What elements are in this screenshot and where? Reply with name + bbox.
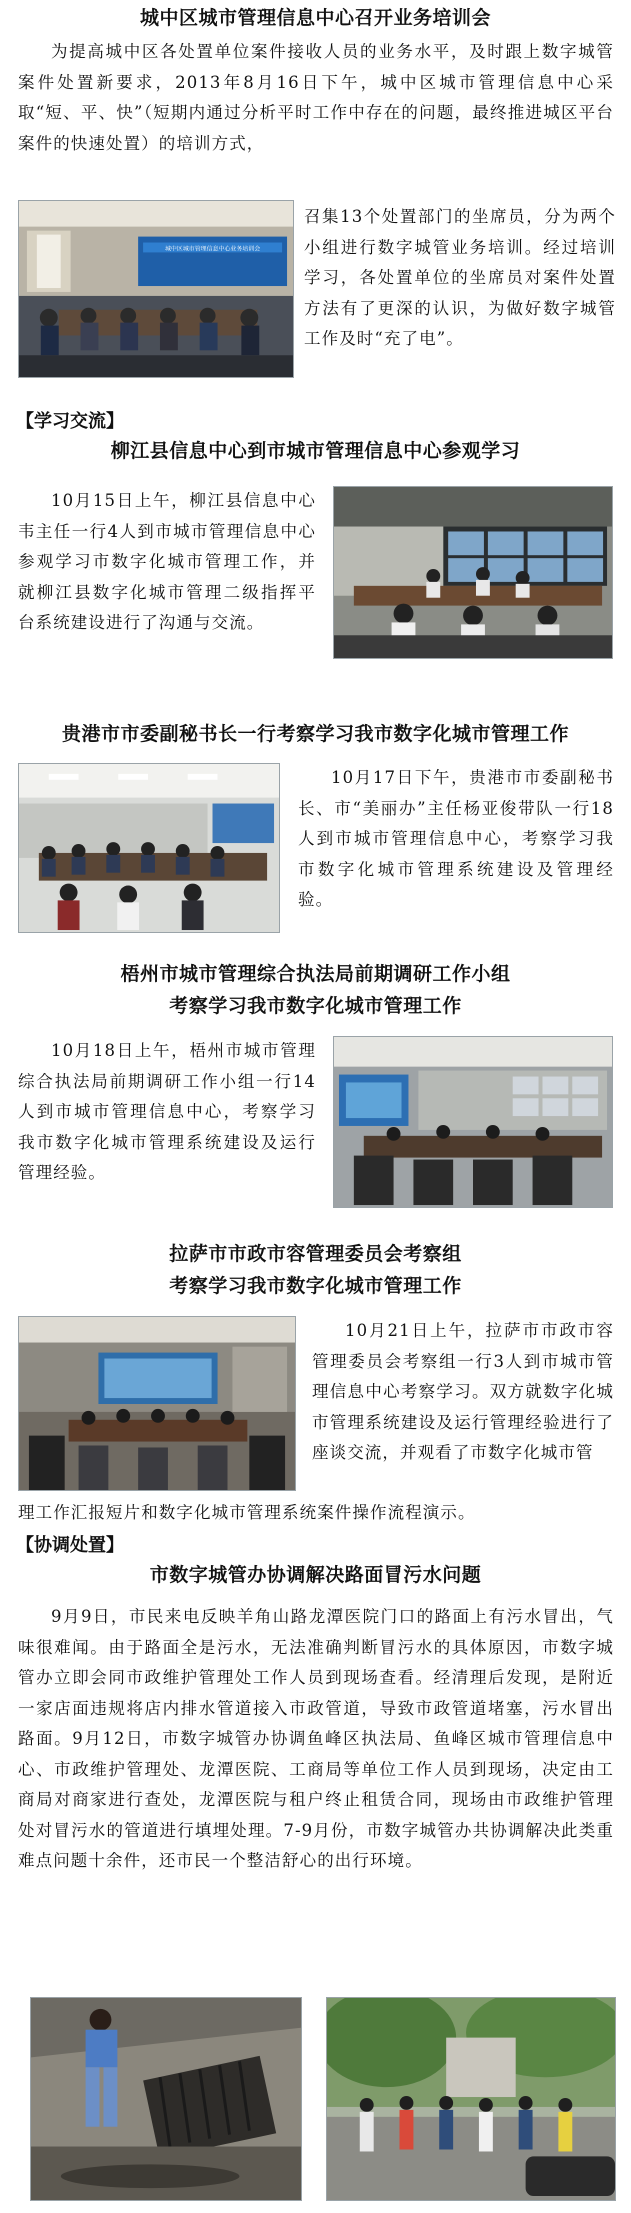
article5-photo	[18, 1316, 296, 1491]
article3-photo	[18, 763, 280, 933]
article4-title-line1: 梧州市城市管理综合执法局前期调研工作小组	[120, 963, 511, 985]
article2-body: 10月15日上午，柳江县信息中心韦主任一行4人到市城市管理信息中心参观学习市数字化城市管理工作，并就柳江县数字化城市管理二级指挥平台系统建设进行了沟通与交流。	[18, 491, 316, 632]
article5-tail-text: 理工作汇报短片和数字化城市管理系统案件操作流程演示。	[18, 1503, 476, 1522]
article4-body: 10月18日上午，梧州市城市管理综合执法局前期调研工作小组一行14人到市城市管理信息中心，考察学习我市数字化城市管理系统建设及运行管理经验。	[18, 1041, 316, 1182]
article6-body: 9月9日，市民来电反映羊角山路龙潭医院门口的路面上有污水冒出，气味很难闻。由于路面全是污水，无法准确判断冒污水的具体原因，市数字城管办立即会同市政维护管理处工作人员到现场查看。经清理后发现，是附近一家店面违规将店内排水管道接入市政管道，导致市政管道堵塞，污水冒出路面。9月12日，市数字城管办协调鱼峰区执法局、鱼峰区城市管理信息中心、市政维护管理处、龙潭医院、工商局等单位工作人员到现场，决定由工商局对商家进行查处，龙潭医院与租户终止租赁合同，现场由市政维护管理处对冒污水的管道进行填埋处理。7-9月份，市数字城管办共协调解决此类重难点问题十余件，还市民一个整洁舒心的出行环境。	[18, 1607, 614, 1870]
training-room-image	[19, 201, 293, 377]
article6-photo-drain	[30, 1997, 302, 2201]
section-heading-exchange: 【学习交流】	[16, 411, 124, 432]
article2-photo	[333, 486, 613, 659]
article6-title: 市数字城管办协调解决路面冒污水问题	[149, 1564, 482, 1586]
article5-side-text: 10月21日上午，拉萨市市政市容管理委员会考察组一行3人到市城市管理信息中心考察学习。双方就数字化城市管理系统建设及运行管理经验进行了座谈交流，并观看了市数字化城市管	[312, 1321, 614, 1462]
article5-title-line2: 考察学习我市数字化城市管理工作	[169, 1275, 462, 1297]
article4-title-line2: 考察学习我市数字化城市管理工作	[169, 995, 462, 1017]
article2-title: 柳江县信息中心到市城市管理信息中心参观学习	[110, 440, 521, 462]
section-heading-coordination: 【协调处置】	[16, 1535, 124, 1556]
sewer-repair-image	[31, 1998, 301, 2200]
article3-title: 贵港市市委副秘书长一行考察学习我市数字化城市管理工作	[61, 723, 569, 745]
article6-photo-site	[326, 1997, 616, 2201]
street-inspection-image	[327, 1998, 615, 2200]
article3-body: 10月17日下午，贵港市市委副秘书长、市“美丽办”主任杨亚俊带队一行18人到市城市管理信息中心，考察学习我市数字化城市管理系统建设及管理经验。	[298, 768, 614, 909]
article1-side-text: 召集13个处置部门的坐席员，分为两个小组进行数字城管业务培训。经过培训学习，各处置单位的坐席员对案件处置方法有了更深的认识，为做好数字城管工作及时“充了电”。	[304, 207, 616, 348]
article5-title-line1: 拉萨市市政市容管理委员会考察组	[169, 1243, 462, 1265]
article1-title: 城中区城市管理信息中心召开业务培训会	[139, 7, 491, 29]
conference-image	[19, 1317, 295, 1490]
visit-meeting-image	[19, 764, 279, 932]
article1-lead: 为提高城中区各处置单位案件接收人员的业务水平，及时跟上数字城管案件处置新要求，2013年8月16日下午，城中区城市管理信息中心采取“短、平、快”（短期内通过分析平时工作中存在的问题，最终推进城区平台案件的快速处置）的培训方式，	[18, 42, 614, 153]
article1-photo	[18, 200, 294, 378]
screen-caption: 城中区城市管理信息中心业务培训会	[164, 245, 261, 253]
meeting-room-image	[334, 1037, 612, 1207]
command-center-image	[334, 487, 612, 658]
article4-photo	[333, 1036, 613, 1208]
